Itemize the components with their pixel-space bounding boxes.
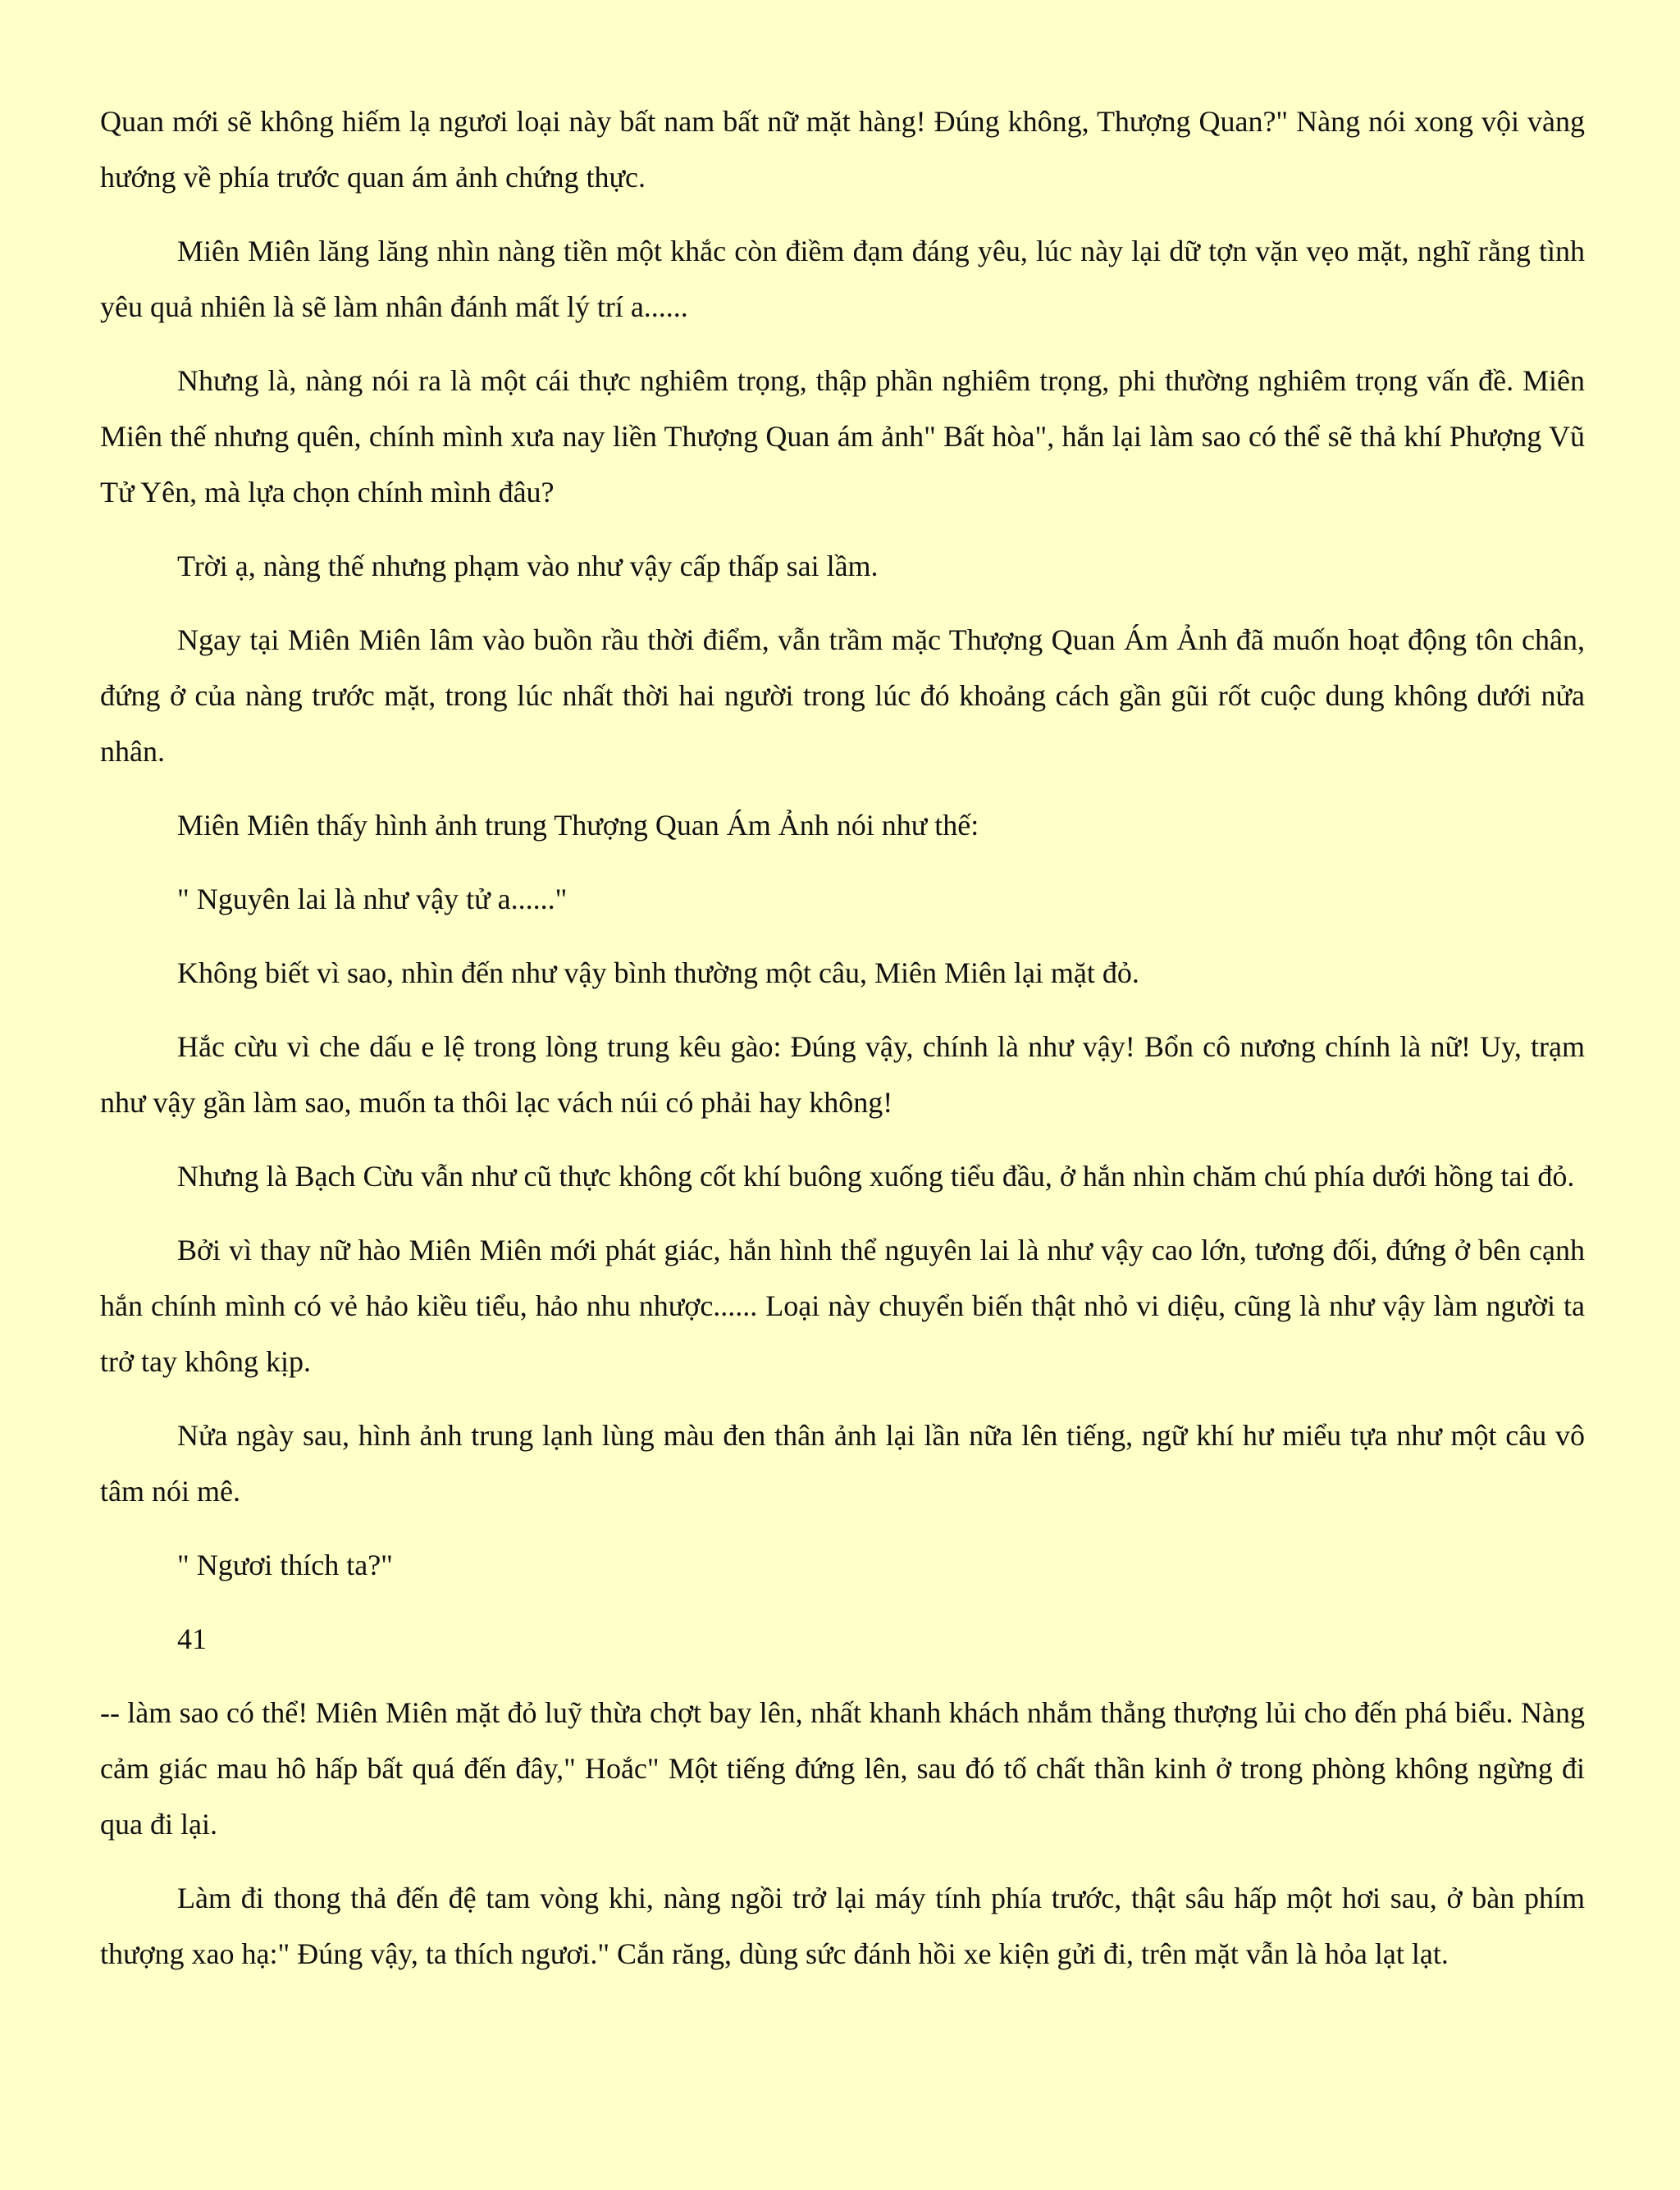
paragraph: Trời ạ, nàng thế nhưng phạm vào như vậy cấp thấp sai lầm. bbox=[177, 550, 879, 582]
paragraph: Bởi vì thay nữ hào Miên Miên mới phát giác, hắn hình thể nguyên lai là như vậy cao lớn, tương đối, đứng ở bên cạnh hắn chính mình có vẻ hảo kiều tiểu, hảo nhu nhược...... Loại này chuyển biến thật nhỏ vi diệu, cũng là như vậy làm người ta trở tay không kịp. bbox=[100, 1234, 1585, 1378]
paragraph: Không biết vì sao, nhìn đến như vậy bình thường một câu, Miên Miên lại mặt đỏ. bbox=[177, 956, 1139, 989]
paragraph: Quan mới sẽ không hiếm lạ ngươi loại này bất nam bất nữ mặt hàng! Đúng không, Thượng Quan?" Nàng nói xong vội vàng hướng về phía trước quan ám ảnh chứng thực. bbox=[100, 105, 1585, 194]
paragraph: Làm đi thong thả đến đệ tam vòng khi, nàng ngồi trở lại máy tính phía trước, thật sâu hấp một hơi sau, ở bàn phím thượng xao hạ:" Đúng vậy, ta thích ngươi." Cắn răng, dùng sức đánh hồi xe kiện gửi đi, trên mặt vẫn là hỏa lạt lạt. bbox=[100, 1882, 1585, 1970]
paragraph: Ngay tại Miên Miên lâm vào buồn rầu thời điểm, vẫn trầm mặc Thượng Quan Ám Ảnh đã muốn hoạt động tôn chân, đứng ở của nàng trước mặt, trong lúc nhất thời hai người trong lúc đó khoảng cách gần gũi rốt cuộc dung không dưới nửa nhân. bbox=[100, 623, 1585, 768]
paragraph: Hắc cừu vì che dấu e lệ trong lòng trung kêu gào: Đúng vậy, chính là như vậy! Bổn cô nương chính là nữ! Uy, trạm như vậy gần làm sao, muốn ta thôi lạc vách núi có phải hay không! bbox=[100, 1030, 1585, 1119]
paragraph: -- làm sao có thể! Miên Miên mặt đỏ luỹ thừa chợt bay lên, nhất khanh khách nhắm thẳng thượng lủi cho đến phá biểu. Nàng cảm giác mau hô hấp bất quá đến đây," Hoắc" Một tiếng đứng lên, sau đó tố chất thần kinh ở trong phòng không ngừng đi qua đi lại. bbox=[100, 1696, 1585, 1841]
paragraph: Nhưng là Bạch Cừu vẫn như cũ thực không cốt khí buông xuống tiểu đầu, ở hắn nhìn chăm chú phía dưới hồng tai đỏ. bbox=[177, 1160, 1575, 1193]
dialogue-line: " Nguyên lai là như vậy tử a......" bbox=[177, 883, 568, 915]
paragraph: Nửa ngày sau, hình ảnh trung lạnh lùng màu đen thân ảnh lại lần nữa lên tiếng, ngữ khí hư miểu tựa như một câu vô tâm nói mê. bbox=[100, 1419, 1585, 1508]
paragraph: Miên Miên lăng lăng nhìn nàng tiền một khắc còn điềm đạm đáng yêu, lúc này lại dữ tợn vặn vẹo mặt, nghĩ rằng tình yêu quả nhiên là sẽ làm nhân đánh mất lý trí a...... bbox=[100, 235, 1585, 323]
paragraph: Miên Miên thấy hình ảnh trung Thượng Quan Ám Ảnh nói như thế: bbox=[177, 809, 979, 842]
document-page bbox=[100, 94, 1585, 2000]
dialogue-line: " Ngươi thích ta?" bbox=[177, 1549, 393, 1581]
paragraph: Nhưng là, nàng nói ra là một cái thực nghiêm trọng, thập phần nghiêm trọng, phi thường nghiêm trọng vấn đề. Miên Miên thế nhưng quên, chính mình xưa nay liền Thượng Quan ám ảnh" Bất hòa", hắn lại làm sao có thể sẽ thả khí Phượng Vũ Tử Yên, mà lựa chọn chính mình đâu? bbox=[100, 364, 1585, 509]
page-number: 41 bbox=[177, 1622, 207, 1655]
